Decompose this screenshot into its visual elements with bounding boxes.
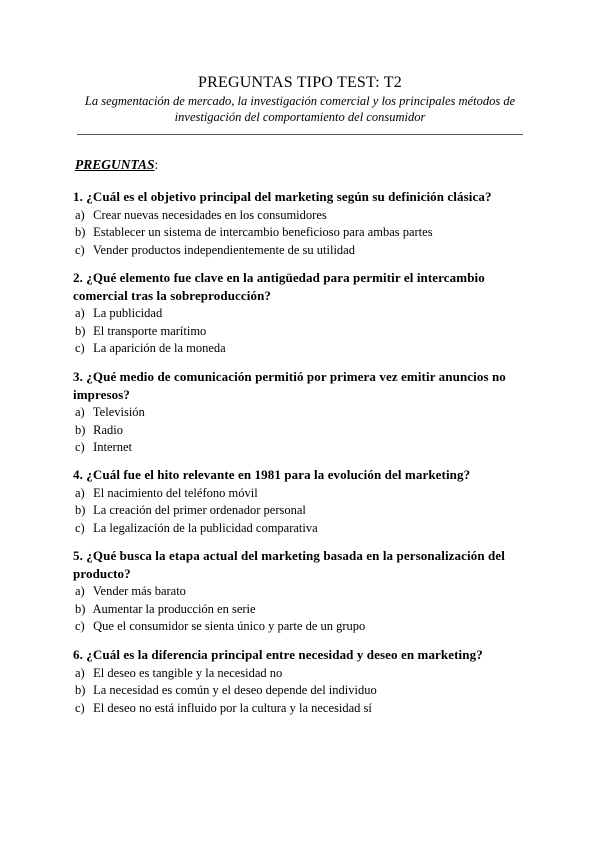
option-text: Vender más barato — [92, 584, 186, 598]
option-text: Que el consumidor se sienta único y parte de un grupo — [93, 619, 366, 633]
option-letter: b) — [75, 503, 86, 517]
question-text: 3. ¿Qué medio de comunicación permitió por primera vez emitir anuncios no impresos? — [73, 369, 506, 402]
option-c — [73, 439, 533, 457]
option-letter: c) — [75, 341, 85, 355]
option-b — [73, 224, 533, 242]
question-4 — [73, 466, 533, 537]
option-list — [73, 583, 533, 636]
question-text: 1. ¿Cuál es el objetivo principal del marketing según su definición clásica? — [73, 189, 492, 204]
option-letter: b) — [75, 225, 86, 239]
option-text: El nacimiento del teléfono móvil — [93, 485, 258, 500]
option-letter: a) — [75, 405, 85, 419]
question-1 — [73, 188, 533, 259]
option-letter: a) — [75, 584, 85, 598]
option-letter: c) — [75, 440, 85, 454]
section-label: PREGUNTAS — [75, 157, 155, 172]
option-letter: a) — [75, 665, 85, 680]
option-letter: c) — [75, 700, 85, 715]
question-5 — [73, 547, 533, 636]
option-c — [73, 618, 533, 636]
question-text: 6. ¿Cuál es la diferencia principal entre necesidad y deseo en marketing? — [73, 647, 483, 662]
option-text: Internet — [93, 440, 132, 454]
option-list — [73, 207, 533, 260]
option-c — [73, 340, 533, 358]
option-b — [73, 502, 533, 520]
question-3 — [73, 368, 533, 457]
option-letter: c) — [75, 520, 85, 535]
option-text: Vender productos independientemente de su utilidad — [92, 242, 355, 257]
option-letter: b) — [75, 601, 86, 616]
option-text: Crear nuevas necesidades en los consumidores — [93, 207, 327, 222]
option-letter: a) — [75, 207, 85, 222]
option-list — [73, 665, 533, 718]
document-title: PREGUNTAS TIPO TEST: T2 — [198, 74, 402, 91]
option-letter: b) — [75, 683, 86, 697]
option-text: La necesidad es común y el deseo depende del individuo — [93, 683, 377, 697]
question-6 — [73, 646, 533, 717]
question-2 — [73, 269, 533, 358]
option-b — [73, 323, 533, 341]
question-text: 2. ¿Qué elemento fue clave en la antigüedad para permitir el intercambio comercial tras la sobreproducción? — [73, 270, 485, 303]
option-text: Televisión — [92, 405, 145, 419]
header-divider — [77, 134, 523, 135]
option-text: La legalización de la publicidad comparativa — [93, 520, 318, 535]
option-text: Aumentar la producción en serie — [92, 601, 256, 616]
option-letter: a) — [75, 485, 85, 500]
option-letter: a) — [75, 306, 85, 320]
option-text: Radio — [93, 422, 123, 437]
option-b — [73, 682, 533, 700]
option-letter: b) — [75, 422, 86, 437]
option-c — [73, 242, 533, 260]
option-text: La publicidad — [93, 306, 163, 320]
option-b — [73, 601, 533, 619]
option-letter: c) — [75, 619, 85, 633]
option-list — [73, 404, 533, 457]
option-text: Establecer un sistema de intercambio beneficioso para ambas partes — [93, 225, 433, 239]
option-a — [73, 665, 533, 683]
question-text: 4. ¿Cuál fue el hito relevante en 1981 para la evolución del marketing? — [73, 467, 471, 482]
question-text: 5. ¿Qué busca la etapa actual del marketing basada en la personalización del producto? — [73, 548, 505, 581]
option-a — [73, 305, 533, 323]
option-text: La aparición de la moneda — [93, 341, 226, 355]
document-subtitle: La segmentación de mercado, la investigación comercial y los principales métodos de investigación del comportamiento del consumidor — [84, 94, 516, 124]
section-suffix: : — [154, 157, 159, 172]
option-list — [73, 305, 533, 358]
option-letter: c) — [75, 242, 85, 257]
option-text: El deseo no está influido por la cultura y la necesidad sí — [93, 700, 372, 715]
option-text: El deseo es tangible y la necesidad no — [93, 665, 283, 680]
option-c — [73, 700, 533, 718]
option-list — [73, 485, 533, 538]
option-letter: b) — [75, 323, 86, 338]
option-text: La creación del primer ordenador personal — [93, 503, 306, 517]
option-c — [73, 520, 533, 538]
section-heading — [75, 157, 158, 173]
option-a — [73, 485, 533, 503]
option-a — [73, 583, 533, 601]
option-a — [73, 207, 533, 225]
option-a — [73, 404, 533, 422]
option-text: El transporte marítimo — [93, 323, 207, 338]
option-b — [73, 422, 533, 440]
